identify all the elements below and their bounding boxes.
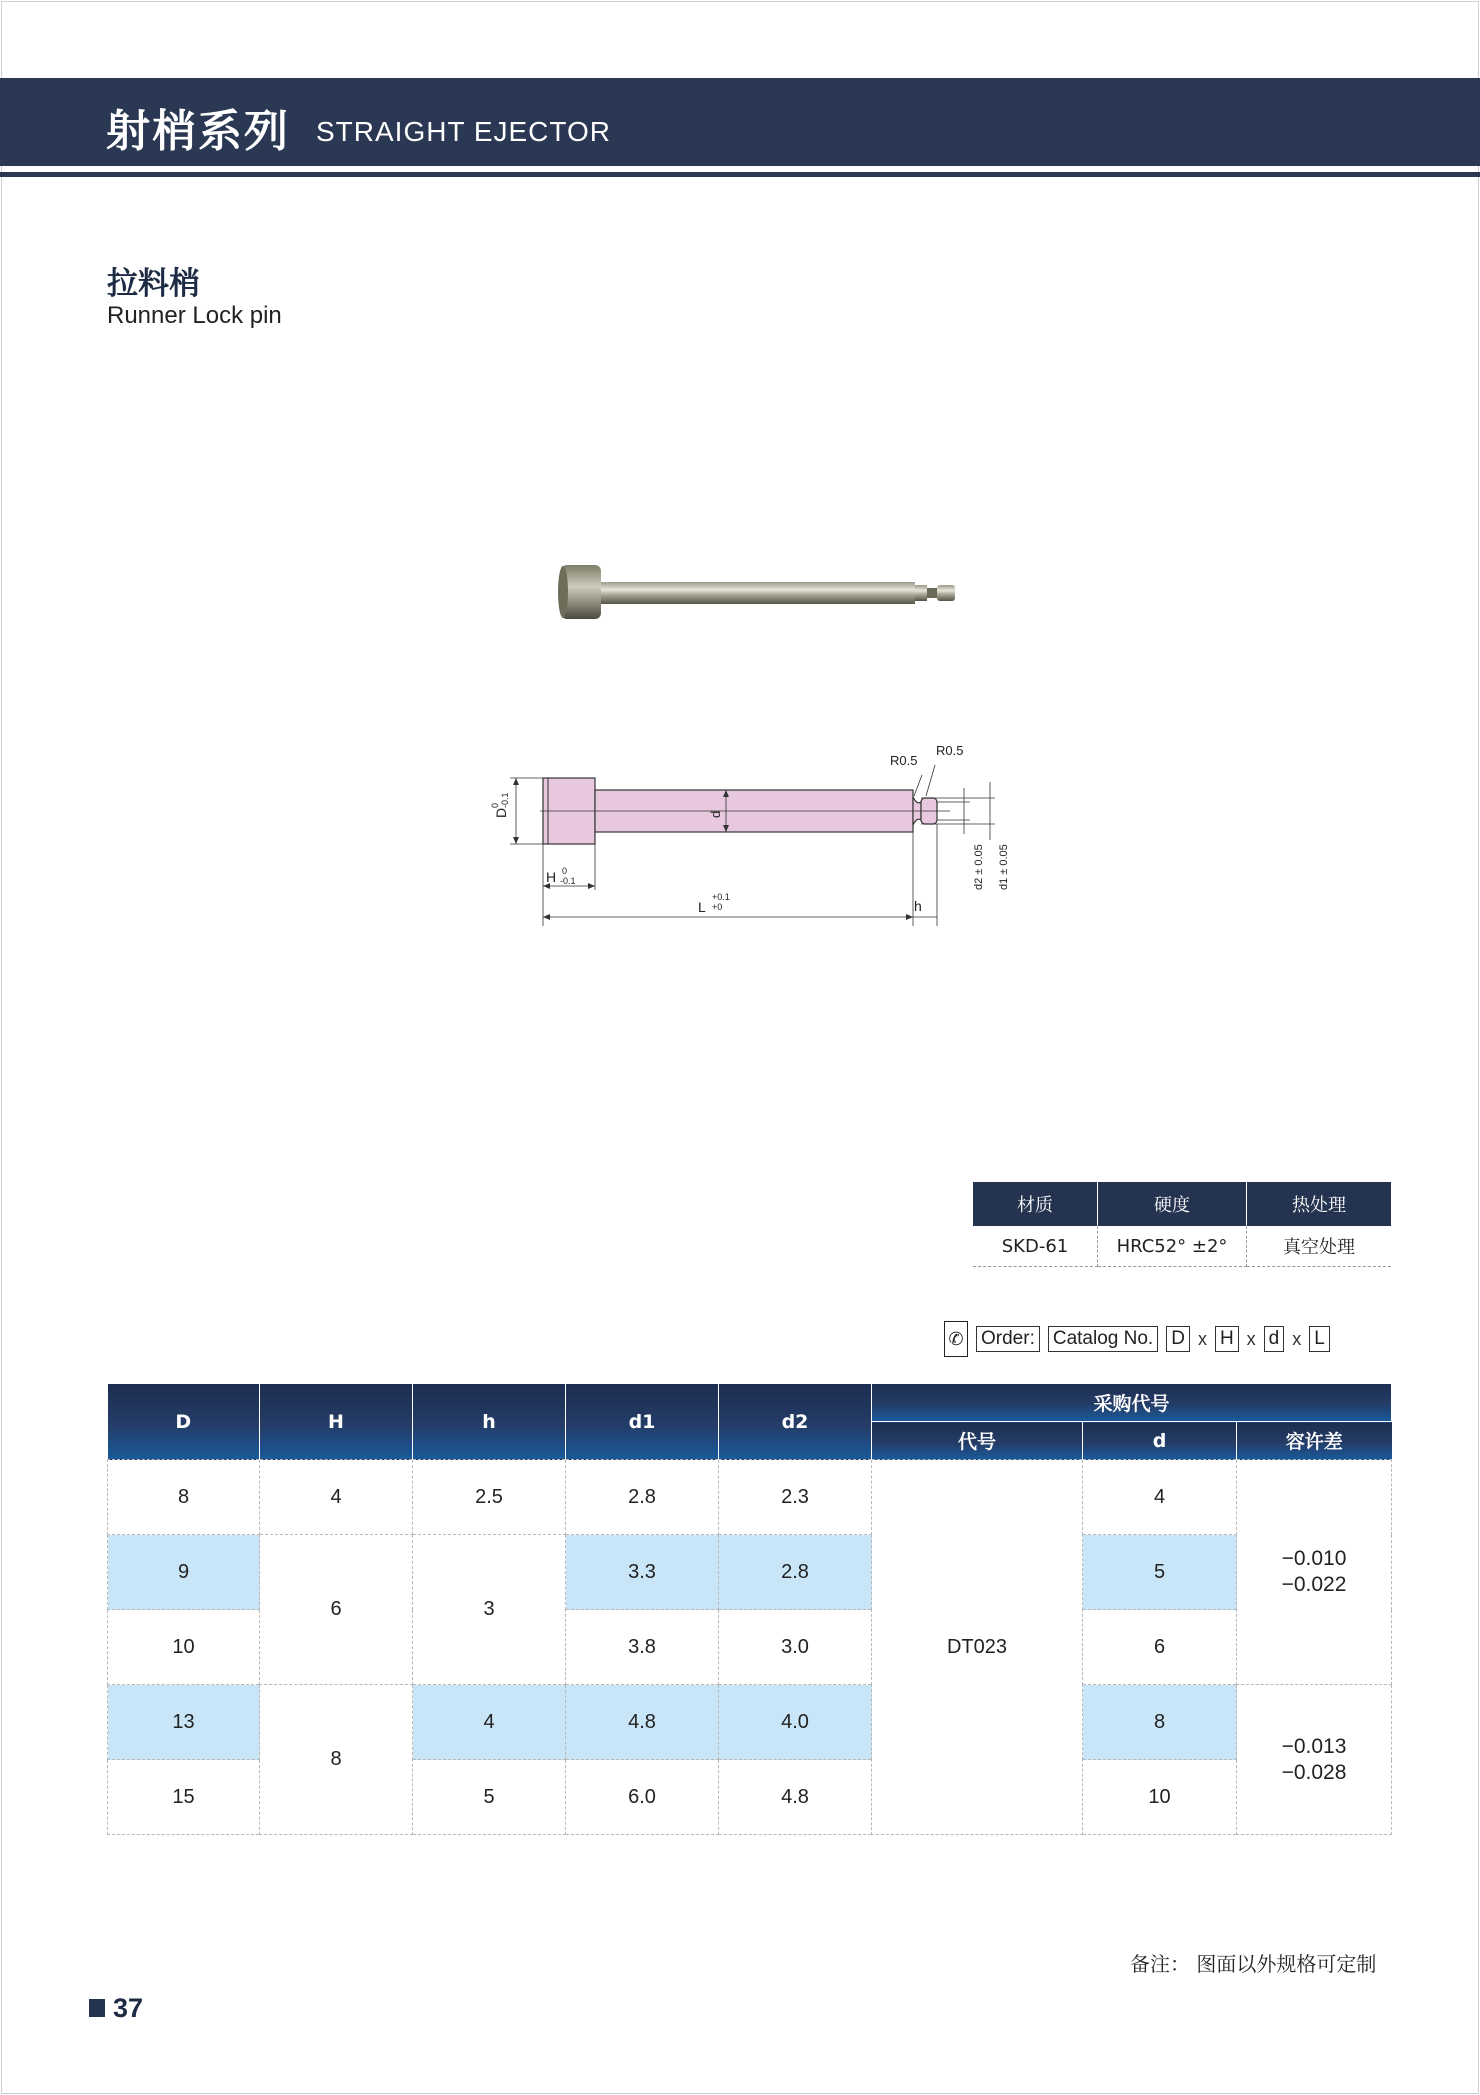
footer-note: 备注： 图面以外规格可定制 [1130, 1952, 1377, 1976]
cell-d1: 3.3 [566, 1535, 719, 1610]
cell-h: 4 [413, 1685, 566, 1760]
L-label: L [698, 899, 706, 915]
L-tol-top: +0.1 [712, 892, 730, 902]
page-number: 37 [113, 1993, 144, 2023]
d2-label: d2 ± 0.05 [973, 844, 985, 890]
cell-d2: 4.8 [719, 1760, 872, 1835]
h-label: h [914, 898, 922, 914]
cell-d2: 2.3 [719, 1460, 872, 1535]
H-tol-top: 0 [562, 866, 568, 876]
header-title-cn: 射梢系列 [106, 106, 290, 157]
cell-d1: 6.0 [566, 1760, 719, 1835]
order-field-D: D [1166, 1326, 1190, 1352]
D-tol-bot: -0.1 [500, 792, 510, 808]
cell-d: 4 [1083, 1460, 1237, 1535]
cell-code: DT023 [872, 1460, 1083, 1835]
header-underline [0, 172, 1480, 177]
H-tol-bot: -0.1 [560, 876, 576, 886]
hardness-header: 硬度 [1098, 1182, 1247, 1226]
col-header-D: D [108, 1384, 260, 1460]
order-field-H: H [1215, 1326, 1239, 1352]
cell-d: 5 [1083, 1535, 1237, 1610]
cell-d2: 2.8 [719, 1535, 872, 1610]
header-title-en: STRAIGHT EJECTOR [316, 116, 612, 147]
heat-treatment-header: 热处理 [1247, 1182, 1392, 1226]
tol-2-upper: −0.013 [1281, 1734, 1347, 1758]
cell-h: 2.5 [413, 1460, 566, 1535]
cell-D: 8 [108, 1460, 260, 1535]
cell-d1: 2.8 [566, 1460, 719, 1535]
cell-D: 10 [108, 1610, 260, 1685]
cell-tol-2 [1237, 1685, 1392, 1835]
phone-icon: ✆ [944, 1321, 968, 1357]
cell-d: 10 [1083, 1760, 1237, 1835]
cell-h: 5 [413, 1760, 566, 1835]
product-name-en: Runner Lock pin [107, 302, 282, 329]
cell-d: 6 [1083, 1610, 1237, 1685]
cell-d1: 3.8 [566, 1610, 719, 1685]
col-header-group: 采购代号 [872, 1384, 1392, 1422]
material-value: SKD-61 [973, 1226, 1098, 1267]
L-tol-bot: +0 [712, 902, 723, 912]
hardness-value: HRC52° ±2° [1098, 1226, 1247, 1267]
cell-D: 9 [108, 1535, 260, 1610]
cell-D: 13 [108, 1685, 260, 1760]
cell-h: 3 [413, 1535, 566, 1685]
cell-H: 8 [260, 1685, 413, 1835]
page-number-marker [89, 1999, 105, 2017]
order-sep: x [1292, 1328, 1302, 1349]
r-label-right: R0.5 [936, 743, 964, 758]
order-field-L: L [1309, 1326, 1330, 1352]
cell-d: 8 [1083, 1685, 1237, 1760]
catalog-no-label: Catalog No. [1048, 1326, 1158, 1352]
H-label: H [546, 869, 557, 885]
spec-table [107, 1384, 1392, 1835]
order-sep: x [1246, 1328, 1256, 1349]
tol-1-lower: −0.022 [1281, 1573, 1347, 1596]
cell-d2: 4.0 [719, 1685, 872, 1760]
cell-d2: 3.0 [719, 1610, 872, 1685]
order-format [944, 1322, 1330, 1356]
cell-tol-1 [1237, 1460, 1392, 1685]
cell-d1: 4.8 [566, 1685, 719, 1760]
col-header-d2: d2 [719, 1384, 872, 1460]
material-header: 材质 [973, 1182, 1098, 1226]
product-photo [555, 555, 960, 630]
order-sep: x [1197, 1328, 1207, 1349]
d1-label: d1 ± 0.05 [998, 844, 1010, 890]
D-tol-top: 0 [490, 802, 500, 808]
table-row [108, 1460, 1392, 1535]
col-header-H: H [260, 1384, 413, 1460]
tol-1-upper: −0.010 [1281, 1547, 1347, 1570]
cell-H: 6 [260, 1535, 413, 1685]
tol-2-lower: −0.028 [1281, 1760, 1347, 1784]
r-label-left: R0.5 [890, 753, 918, 768]
D-label: D [493, 807, 509, 818]
col-header-h: h [413, 1384, 566, 1460]
col-header-d: d [1083, 1422, 1237, 1460]
order-field-d: d [1264, 1326, 1285, 1352]
col-header-d1: d1 [566, 1384, 719, 1460]
d-label: d [708, 810, 723, 818]
material-table [973, 1182, 1391, 1267]
order-label: Order: [976, 1326, 1040, 1352]
heat-treatment-value: 真空处理 [1247, 1226, 1392, 1267]
product-name-cn: 拉料梢 [107, 266, 200, 302]
table-row [108, 1685, 1392, 1760]
col-header-tol: 容许差 [1237, 1422, 1392, 1460]
cell-D: 15 [108, 1760, 260, 1835]
technical-drawing [480, 730, 1020, 930]
cell-H: 4 [260, 1460, 413, 1535]
col-header-code: 代号 [872, 1422, 1083, 1460]
table-row [108, 1535, 1392, 1610]
